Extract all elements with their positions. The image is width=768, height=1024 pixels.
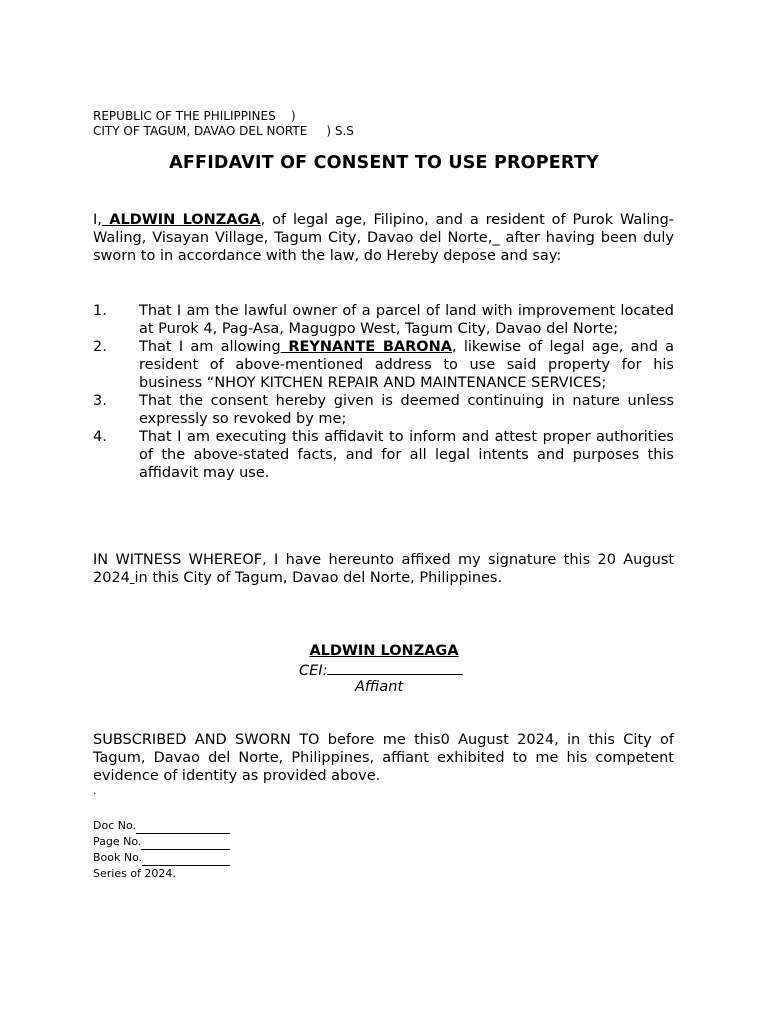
- list-text: , likewise of legal age, and a resident of above-mentioned address to use said property for his business “NHOY KITCHEN REPAIR AND MAINTENANCE SERVICES;: [139, 339, 675, 391]
- witness-text-post: in this City of Tagum, Davao del Norte, Philippines.: [134, 570, 503, 586]
- statements-list: [93, 302, 674, 482]
- list-text: That I am executing this affidavit to inform and attest proper authorities of the above-stated facts, and for all legal intents and purposes this affidavit may use.: [139, 429, 674, 481]
- doc-no-label: Doc No.: [93, 819, 137, 832]
- intro-prefix: I,: [93, 212, 102, 228]
- notarial-register: [93, 818, 230, 882]
- list-number: 4.: [93, 429, 107, 445]
- affiant-label: Affiant: [355, 679, 404, 695]
- list-item: [93, 338, 674, 392]
- cei-blank-line: [327, 660, 463, 675]
- list-number: 2.: [93, 339, 107, 355]
- affiant-name-inline: ALDWIN LONZAGA: [101, 212, 261, 228]
- stray-dot: .: [93, 786, 97, 797]
- list-item: [93, 392, 674, 428]
- grantee-name: REYNANTE BARONA: [280, 339, 452, 355]
- list-number: 3.: [93, 393, 107, 409]
- book-no-blank: [142, 853, 230, 866]
- doc-no-blank: [136, 821, 230, 834]
- list-item: [93, 428, 674, 482]
- page-no-label: Page No.: [93, 835, 142, 848]
- venue-line-city: CITY OF TAGUM, DAVAO DEL NORTE ) S.S: [93, 124, 354, 138]
- page-no-blank: [141, 837, 230, 850]
- cei-label: CEI:: [299, 663, 328, 679]
- jurat-paragraph: SUBSCRIBED AND SWORN TO before me this0 August 2024, in this City of Tagum, Davao del Norte, Philippines, affiant exhibited to me his competent evidence of identity as provided above.: [93, 732, 674, 784]
- intro-paragraph: [93, 211, 674, 265]
- doc-no-row: [93, 818, 230, 834]
- book-no-row: [93, 850, 230, 866]
- series-label: Series of 2024.: [93, 867, 176, 880]
- list-text: That I am the lawful owner of a parcel of land with improvement located at Purok 4, Pag-Asa, Magugpo West, Tagum City, Davao del Norte;: [139, 303, 674, 337]
- intro-text: , of legal age, Filipino, and a resident of Purok Waling-Waling, Visayan Village, Tagum City, Davao del Norte,_ after having been duly sworn to in accordance with the law, do Hereby depose and say:: [93, 212, 674, 264]
- list-text: That the consent hereby given is deemed continuing in nature unless expressly so revoked by me;: [139, 393, 674, 427]
- witness-text: IN WITNESS WHEREOF, I have hereunto affixed my signature this 20 August 2024: [93, 552, 674, 586]
- venue-header: [93, 109, 354, 139]
- signatory-name: ALDWIN LONZAGA: [309, 643, 459, 659]
- venue-line-country: REPUBLIC OF THE PHILIPPINES ): [93, 109, 296, 123]
- page-no-row: [93, 834, 230, 850]
- witness-paragraph: [93, 551, 674, 587]
- list-text-pre: That I am allowing: [139, 339, 281, 355]
- list-number: 1.: [93, 303, 107, 319]
- series-row: [93, 866, 230, 882]
- document-title: AFFIDAVIT OF CONSENT TO USE PROPERTY: [169, 153, 599, 173]
- list-item: [93, 302, 674, 338]
- book-no-label: Book No.: [93, 851, 143, 864]
- cei-field: [299, 660, 463, 680]
